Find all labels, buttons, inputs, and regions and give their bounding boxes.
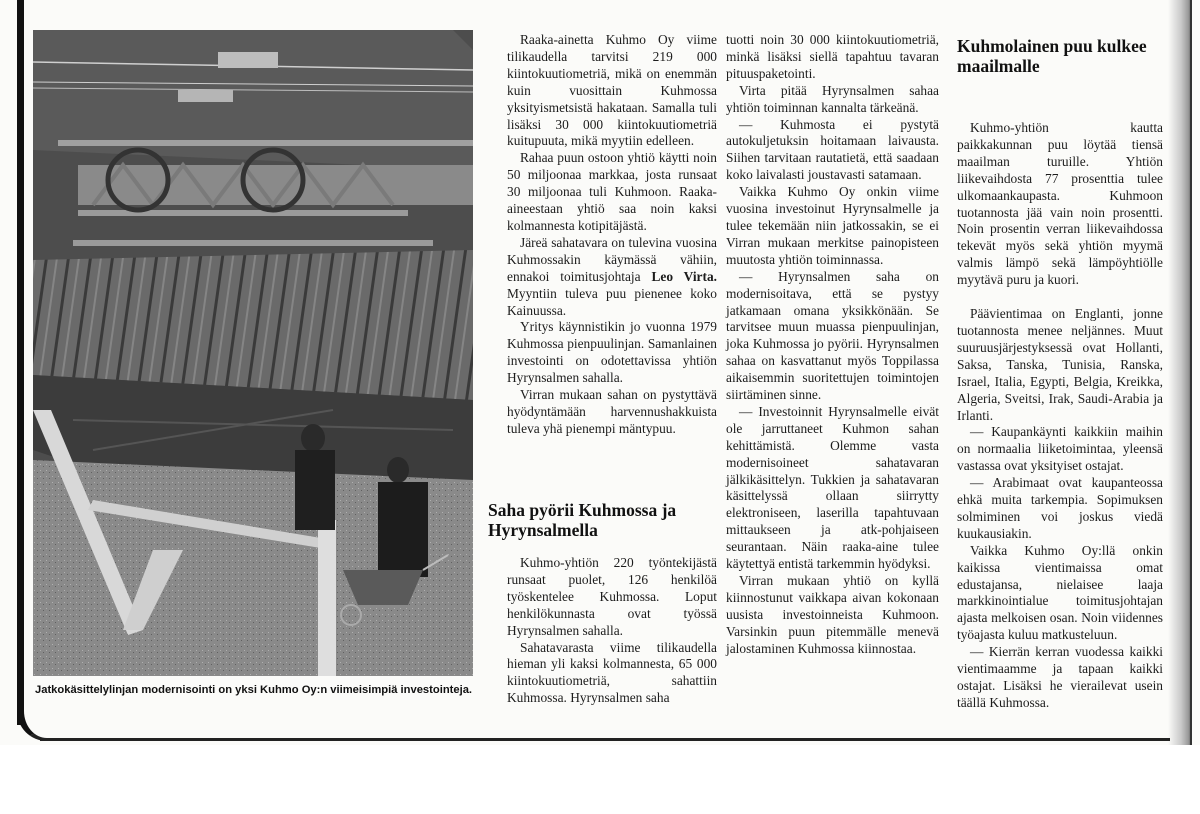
paragraph-gap: [957, 289, 1163, 306]
paragraph: Yritys käynnistikin jo vuonna 1979 Kuhmossa pienpuulinjan. Samanlainen investointi on odotettavissa yhtiön Hyrynsalmen sahalla.: [507, 319, 717, 386]
clipping-left-border: [17, 0, 24, 725]
sawmill-photo-icon: [33, 30, 473, 676]
person-name: Leo Virta.: [651, 268, 717, 284]
scan-shadow: [1168, 0, 1192, 745]
paragraph: tuotti noin 30 000 kiintokuutiometriä, minkä lisäksi siellä tapahtuu tavaran pituuspaketointi.: [726, 32, 939, 81]
paragraph: Kuhmo-yhtiön kautta paikkakunnan puu löytää tiensä maailman turuille. Yhtiön liikevaihdosta 77 prosenttia tulee ulkomaankaupasta. Kuhmoon tuotannosta jää vain noin prosentti. Noin prosentin verran liikevaihdossa tekevät myös sekä yhtiön myymä valmis lämpö sekä lämpöyhtiölle myytävä puru ja kuori.: [957, 120, 1163, 288]
article-column-1b: [507, 555, 717, 707]
paragraph: Virta pitää Hyrynsalmen sahaa yhtiön toiminnan kannalta tärkeänä.: [726, 82, 939, 115]
section-heading: Saha pyörii Kuhmossa ja Hyrynsalmella: [488, 500, 677, 540]
clipping-bottom-border: [40, 738, 1170, 741]
article-column-3: [957, 120, 1163, 712]
paragraph: — Kaupankäynti kaikkiin maihin on normaalia liiketoimintaa, yleensä vastassa ovat yksityiset ostajat.: [957, 424, 1163, 474]
paragraph: — Kierrän kerran vuodessa kaikki vientimaamme ja tapaan kaikki ostajat. Lisäksi he vierailevat usein täällä Kuhmossa.: [957, 644, 1163, 710]
paragraph: Päävientimaa on Englanti, jonne tuotannosta menee neljännes. Muut suuruusjärjestyksessä ovat Hollanti, Saksa, Tanska, Tunisia, Ranska, Israel, Italia, Egypti, Belgia, Kreikka, Algeria, Sveitsi, Irak, Saudi-Arabia ja Irlanti.: [957, 306, 1163, 423]
paragraph: Virran mukaan sahan on pystyttävä hyödyntämään harvennushakkuista tuleva yhä pienempi mäntypuu.: [507, 387, 717, 436]
paragraph-text: Myyntiin tuleva puu pienenee koko Kainuussa.: [507, 285, 717, 318]
paragraph: — Arabimaat ovat kaupanteossa ehkä muita tarkempia. Sopimuksen solmiminen voi joskus viedä kuukausiakin.: [957, 475, 1163, 541]
sawmill-photo: [33, 30, 473, 676]
paragraph: Vaikka Kuhmo Oy onkin viime vuosina investoinut Hyrynsalmelle ja tulee tekemään niin jatkossakin, se ei Virran mukaan merkitse painopisteen muutosta yhtiön toiminnassa.: [726, 184, 939, 267]
paragraph: Kuhmo-yhtiön 220 työntekijästä runsaat puolet, 126 henkilöä työskentelee Kuhmossa. Loput henkilökunnasta ovat työssä Hyrynsalmen sahalla.: [507, 555, 717, 638]
paragraph: Rahaa puun ostoon yhtiö käytti noin 50 miljoonaa markkaa, josta runsaat 30 miljoonaa tuli Kuhmoon. Raaka-aineestaan yhtiö saa noin kaksi kolmannesta kotipitäjästä.: [507, 150, 717, 233]
paragraph: — Kuhmosta ei pystytä autokuljetuksin hoitamaan laivausta. Siihen tarvitaan rautatietä, että saadaan koko laivalasti joustavasti satamaan.: [726, 116, 939, 183]
paragraph-text: Järeä sahatavara on tulevina vuosina Kuhmossakin käymässä vähiin, ennakoi toimitusjohtaja: [507, 234, 717, 284]
photo-caption: Jatkokäsittelylinjan modernisointi on yksi Kuhmo Oy:n viimeisimpiä investointeja.: [35, 684, 473, 696]
article-column-1: [507, 32, 717, 438]
paragraph: [507, 235, 717, 320]
paragraph: Vaikka Kuhmo Oy:llä onkin kaikissa vientimaissa omat edustajansa, nielaisee laaja markkinointialue toimitusjohtajan ajasta melkoisen osan. Noin viidennes työajasta kuluu matkusteluun.: [957, 542, 1163, 643]
article-column-2: [726, 32, 939, 658]
section-heading: Kuhmolainen puu kulkee maailmalle: [957, 36, 1147, 76]
clipping-right-edge: [1190, 0, 1192, 745]
paragraph: — Hyrynsalmen saha on modernisoitava, että se pystyy jatkamaan omana yksikkönään. Se tarvitsee muun muassa pienpuulinjan, joka Kuhmossa jo pyörii. Hyrynsalmen sahaa on kasvattanut myös Toppilassa aikaisemmin suoritettujen toimintojen siirtäminen sinne.: [726, 268, 939, 403]
paragraph: Sahatavarasta viime tilikaudella hieman yli kaksi kolmannesta, 65 000 kiintokuutiometriä, sahattiin Kuhmossa. Hyrynsalmen saha: [507, 639, 717, 706]
paragraph: Raaka-ainetta Kuhmo Oy viime tilikaudella tarvitsi 219 000 kiintokuutiometriä, mikä on enemmän kuin vuosittain Kuhmossa yksityismetsistä hakataan. Samalla tuli lisäksi 30 000 kiintokuutiometriä kuitupuuta, mikä myytiin edelleen.: [507, 32, 717, 149]
paragraph: Virran mukaan yhtiö on kyllä kiinnostunut vaikkapa aivan kokonaan uusista investoinneista Kuhmoon. Varsinkin puun pitemmälle menevä jalostaminen Kuhmossa kiinnostaa.: [726, 573, 939, 656]
paragraph: — Investoinnit Hyrynsalmelle eivät ole jarruttaneet Kuhmon sahan kehittämistä. Olemme vasta modernisoineet sahatavaran jälkikäsittelyn. Tukkien ja sahatavaran käsittelyssä ollaan siirrytty elektroniseen, laserilla tapahtuvaan mittaukseen ja atk-pohjaiseen seurantaan. Näin raaka-aine tulee käytettyä entistä tarkemmin hyödyksi.: [726, 403, 939, 572]
